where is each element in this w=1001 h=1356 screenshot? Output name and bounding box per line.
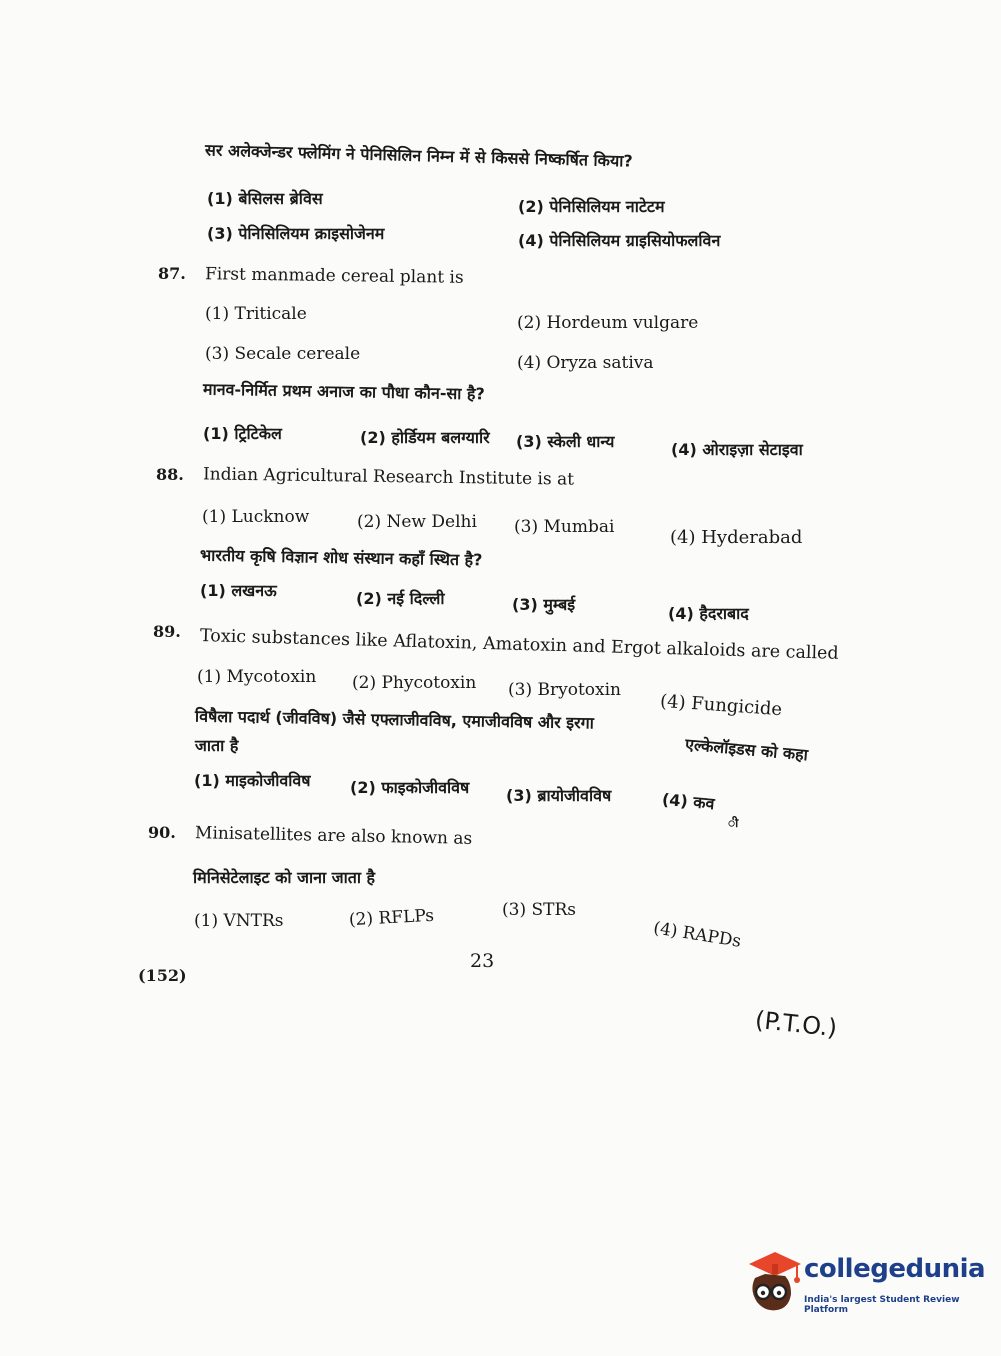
q88-option-3: (3) Mumbai [514, 517, 615, 537]
q88-option-1: (1) Lucknow [202, 507, 310, 527]
q87-hindi-question: मानव-निर्मित प्रथम अनाज का पौधा कौन-सा है? [202, 379, 485, 404]
q89-hindi-question-part2: एल्केलॉइडस को कहा [684, 734, 809, 765]
collegedunia-logo [745, 1250, 986, 1320]
q88-option-4: (4) Hyderabad [670, 527, 803, 548]
q87-option-2: (2) Hordeum vulgare [517, 313, 699, 333]
q90-hindi-question: मिनिसेटेलाइट को जाना जाता है [193, 868, 376, 887]
q89-hindi-option-1: (1) माइकोजीवविष [194, 771, 311, 790]
q90-option-1: (1) VNTRs [194, 911, 284, 931]
q89-number: 89. [153, 622, 181, 641]
paper-code: (152) [138, 966, 187, 985]
page-number: 23 [470, 950, 495, 972]
q88-hindi-option-1: (1) लखनऊ [200, 581, 277, 600]
q89-option-4: (4) Fungicide [659, 690, 783, 721]
q89-option-1: (1) Mycotoxin [197, 667, 317, 687]
pto-mark: (P.T.O.) [753, 1005, 839, 1043]
q90-question: Minisatellites are also known as [194, 823, 473, 849]
q86-hindi-option-2: (2) पेनिसिलियम नाटेटम [518, 197, 665, 216]
q87-hindi-option-4: (4) ओराइज़ा सेटाइवा [671, 440, 803, 459]
q88-number: 88. [156, 465, 184, 484]
q87-hindi-option-2: (2) होर्डियम बलग्यारि [360, 428, 490, 447]
q88-hindi-option-3: (3) मुम्बई [512, 595, 576, 614]
q90-option-4: (4) RAPDs [652, 918, 743, 952]
q89-hindi-option-4-tail: ी [728, 816, 739, 830]
q90-number: 90. [148, 823, 176, 842]
q89-hindi-option-2: (2) फाइकोजीवविष [350, 778, 470, 797]
q88-hindi-option-2: (2) नई दिल्ली [356, 589, 445, 608]
q90-option-2: (2) RFLPs [348, 905, 435, 931]
q87-question: First manmade cereal plant is [204, 264, 464, 288]
q88-question: Indian Agricultural Research Institute is at [202, 464, 575, 490]
mascot-icon [745, 1250, 803, 1316]
q86-hindi-option-1: (1) बेसिलस ब्रेविस [207, 189, 323, 208]
q90-option-3: (3) STRs [502, 900, 576, 920]
q87-number: 87. [158, 264, 186, 283]
q86-hindi-question: सर अलेक्जेन्डर फ्लेमिंग ने पेनिसिलिन निम्न में से किससे निष्कर्षित किया? [204, 140, 633, 171]
q87-option-1: (1) Triticale [205, 304, 307, 324]
q89-hindi-question-part1: विषैला पदार्थ (जीवविष) जैसे एफ्लाजीवविष, एमाजीवविष और इरगा [194, 706, 594, 733]
q88-option-2: (2) New Delhi [357, 512, 477, 532]
q89-hindi-option-4: (4) कव [661, 789, 716, 814]
logo-wordmark: collegedunia [804, 1254, 986, 1284]
q86-hindi-option-4: (4) पेनिसिलियम ग्राइसियोफलविन [518, 231, 721, 250]
q87-hindi-option-1: (1) ट्रिटिकेल [203, 424, 282, 443]
q87-option-4: (4) Oryza sativa [517, 353, 654, 373]
q87-option-3: (3) Secale cereale [205, 344, 361, 364]
q87-hindi-option-3: (3) स्केली धान्य [516, 432, 615, 451]
q89-option-2: (2) Phycotoxin [352, 673, 477, 693]
q88-hindi-question: भारतीय कृषि विज्ञान शोध संस्थान कहाँ स्थित है? [199, 545, 483, 570]
q89-option-3: (3) Bryotoxin [508, 680, 621, 700]
q89-hindi-question-part3: जाता है [195, 736, 239, 755]
q89-question: Toxic substances like Aflatoxin, Amatoxin and Ergot alkaloids are called [199, 626, 839, 664]
q86-hindi-option-3: (3) पेनिसिलियम क्राइसोजेनम [207, 224, 385, 243]
logo-tagline: India's largest Student Review Platform [804, 1295, 960, 1315]
q89-hindi-option-3: (3) ब्रायोजीवविष [506, 786, 612, 805]
q88-hindi-option-4: (4) हैदराबाद [668, 604, 749, 623]
